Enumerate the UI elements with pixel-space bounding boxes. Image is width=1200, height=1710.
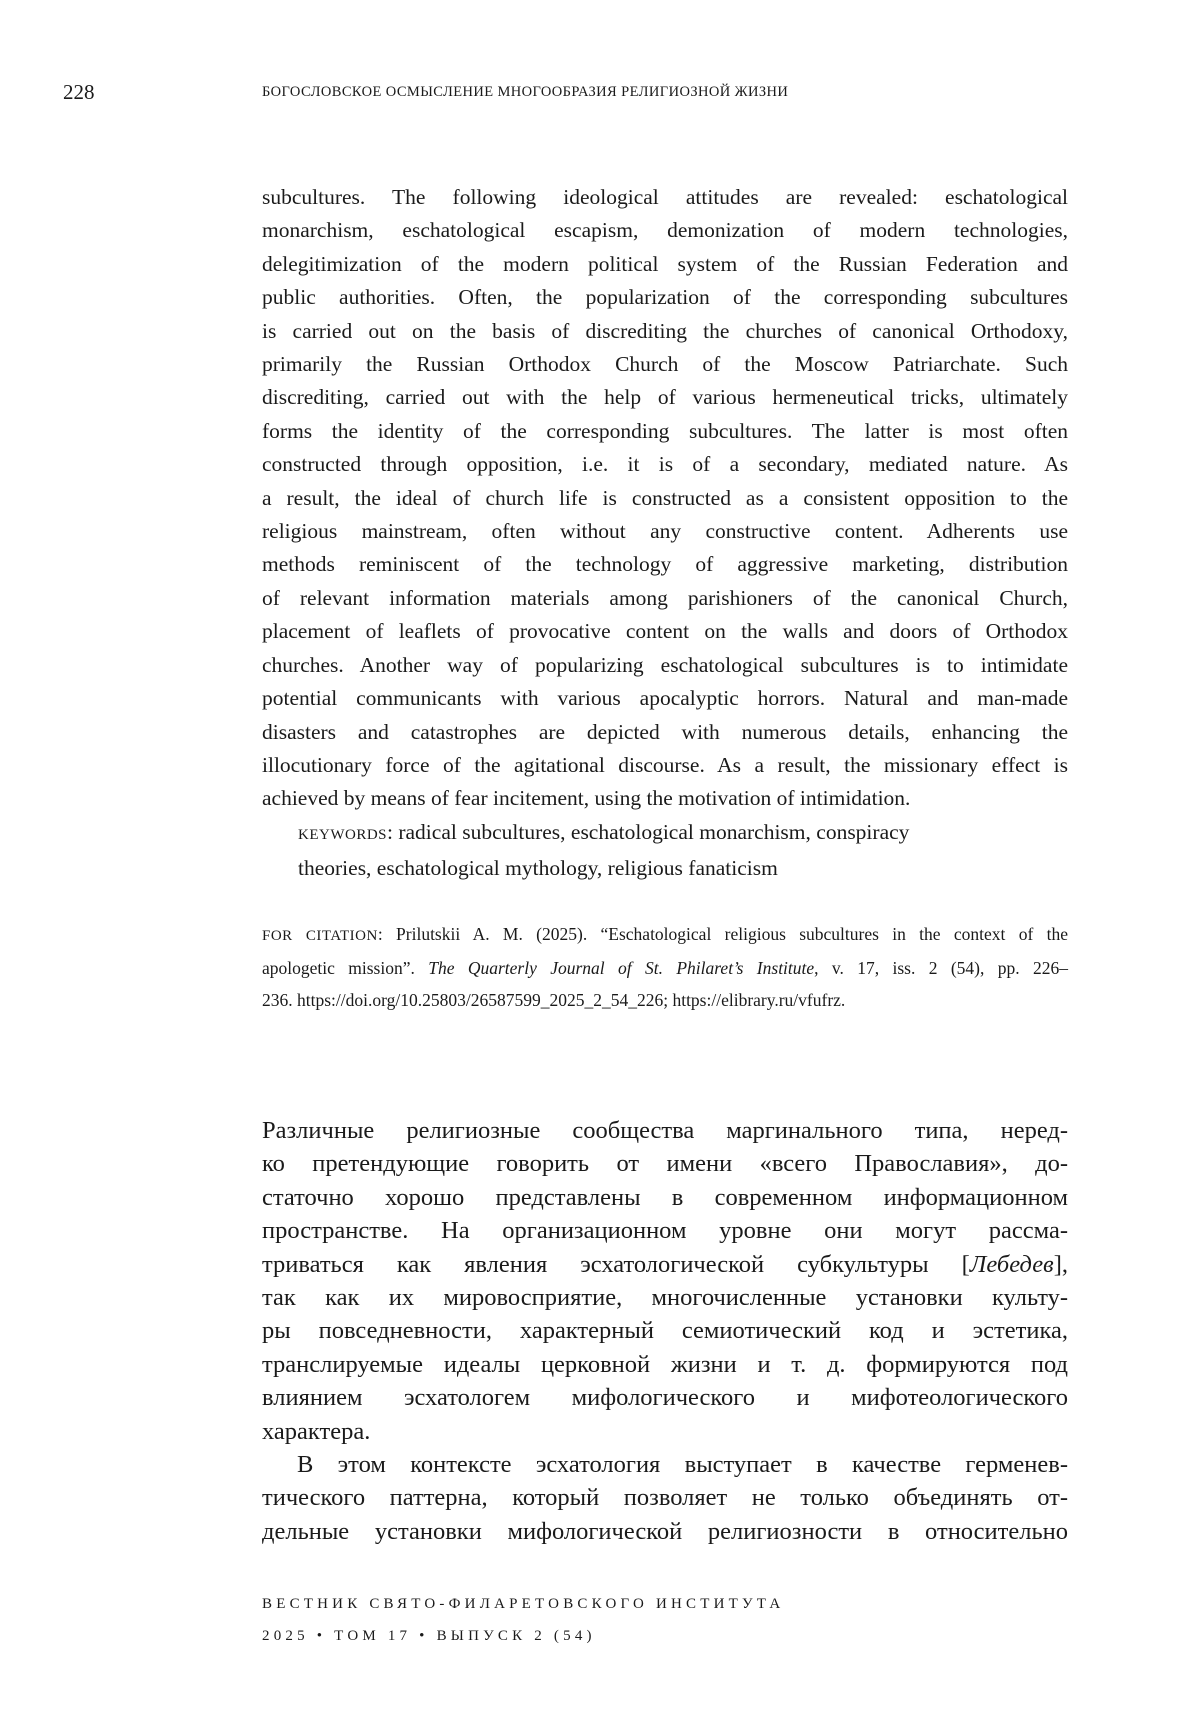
keywords-label: KEYWORDS [298,827,387,843]
text-line: тического паттерна, который позволяет не только объединять от- [262,1481,1068,1514]
running-head: БОГОСЛОВСКОЕ ОСМЫСЛЕНИЕ МНОГООБРАЗИЯ РЕЛИГИОЗНОЙ ЖИЗНИ [262,84,788,101]
text-line: пространстве. На организационном уровне они могут рассма- [262,1214,1068,1247]
text-line: транслируемые идеалы церковной жизни и т. д. формируются под [262,1348,1068,1381]
reference: Лебедев [970,1251,1054,1278]
text-line: religious mainstream, often without any constructive content. Adherents use [262,515,1068,548]
text-line: влиянием эсхатологем мифологического и мифотеологического [262,1381,1068,1414]
citation-text: Prilutskii A. M. (2025). “Eschatological religious subcultures in the context of the [396,924,1068,944]
footer-issue: 2025 • ТОМ 17 • ВЫПУСК 2 (54) [262,1620,784,1652]
text-line: constructed through opposition, i.e. it is of a secondary, mediated nature. As [262,448,1068,481]
citation-text: , v. 17, iss. 2 (54), pp. 226– [814,958,1068,978]
text-line: характера. [262,1415,1068,1448]
footer [262,1588,784,1652]
keywords-text: theories, eschatological mythology, religious fanaticism [298,852,1018,885]
text-line: methods reminiscent of the technology of aggressive marketing, distribution [262,548,1068,581]
citation-label: FOR CITATION [262,928,378,944]
text-line: monarchism, eschatological escapism, demonization of modern technologies, [262,214,1068,247]
citation-text: apologetic mission”. [262,958,428,978]
abstract [262,181,1068,816]
footer-journal: ВЕСТНИК СВЯТО-ФИЛАРЕТОВСКОГО ИНСТИТУТА [262,1588,784,1620]
journal-title: The Quarterly Journal of St. Philaret’s Institute [428,958,814,978]
text-line: так как их мировосприятие, многочисленные установки культу- [262,1281,1068,1314]
text-line: delegitimization of the modern political system of the Russian Federation and [262,248,1068,281]
text-line: disasters and catastrophes are depicted with numerous details, enhancing the [262,716,1068,749]
text-span: ], [1054,1251,1068,1278]
citation: FOR CITATION: Prilutskii A. M. (2025). “Eschatological religious subcultures in the context of the apologetic mission”. The Quarterly Journal of St. Philaret’s Institute, v. 17, iss. 2 (54), pp. 226– 236. https://doi.org/10.25803/26587599_2025_2_54_226; https://elibrary.ru/vfufrz. [262,918,1068,1016]
text-line: public authorities. Often, the popularization of the corresponding subcultures [262,281,1068,314]
text-line: ко претендующие говорить от имени «всего Православия», до- [262,1147,1068,1180]
text-line [262,1248,1068,1281]
text-line: of relevant information materials among parishioners of the canonical Church, [262,582,1068,615]
text-line: illocutionary force of the agitational discourse. As a result, the missionary effect is [262,749,1068,782]
text-line: is carried out on the basis of discrediting the churches of canonical Orthodoxy, [262,315,1068,348]
text-line: ры повседневности, характерный семиотический код и эстетика, [262,1314,1068,1347]
text-line: В этом контексте эсхатология выступает в качестве герменев- [262,1448,1068,1481]
keywords-text: radical subcultures, eschatological monarchism, conspiracy [398,820,909,844]
text-line: discrediting, carried out with the help of various hermeneutical tricks, ultimately [262,381,1068,414]
text-line: potential communicants with various apocalyptic horrors. Natural and man-made [262,682,1068,715]
page-number: 228 [63,80,95,105]
body-text [262,1114,1068,1548]
text-line: achieved by means of fear incitement, using the motivation of intimidation. [262,782,1068,815]
text-line: forms the identity of the corresponding subcultures. The latter is most often [262,415,1068,448]
keywords: KEYWORDS: radical subcultures, eschatological monarchism, conspiracy theories, eschatological mythology, religious fanaticism [298,816,1018,886]
text-line: Различные религиозные сообщества маргинального типа, неред- [262,1114,1068,1147]
text-line: a result, the ideal of church life is constructed as a consistent opposition to the [262,482,1068,515]
text-line: churches. Another way of popularizing eschatological subcultures is to intimidate [262,649,1068,682]
text-line: primarily the Russian Orthodox Church of the Moscow Patriarchate. Such [262,348,1068,381]
text-span: триваться как явления эсхатологической субкультуры [ [262,1251,970,1278]
text-line: subcultures. The following ideological attitudes are revealed: eschatological [262,181,1068,214]
text-line: статочно хорошо представлены в современном информационном [262,1181,1068,1214]
text-line: placement of leaflets of provocative content on the walls and doors of Orthodox [262,615,1068,648]
text-line: дельные установки мифологической религиозности в относительно [262,1515,1068,1548]
citation-links[interactable]: 236. https://doi.org/10.25803/26587599_2025_2_54_226; https://elibrary.ru/vfufrz. [262,984,1068,1016]
